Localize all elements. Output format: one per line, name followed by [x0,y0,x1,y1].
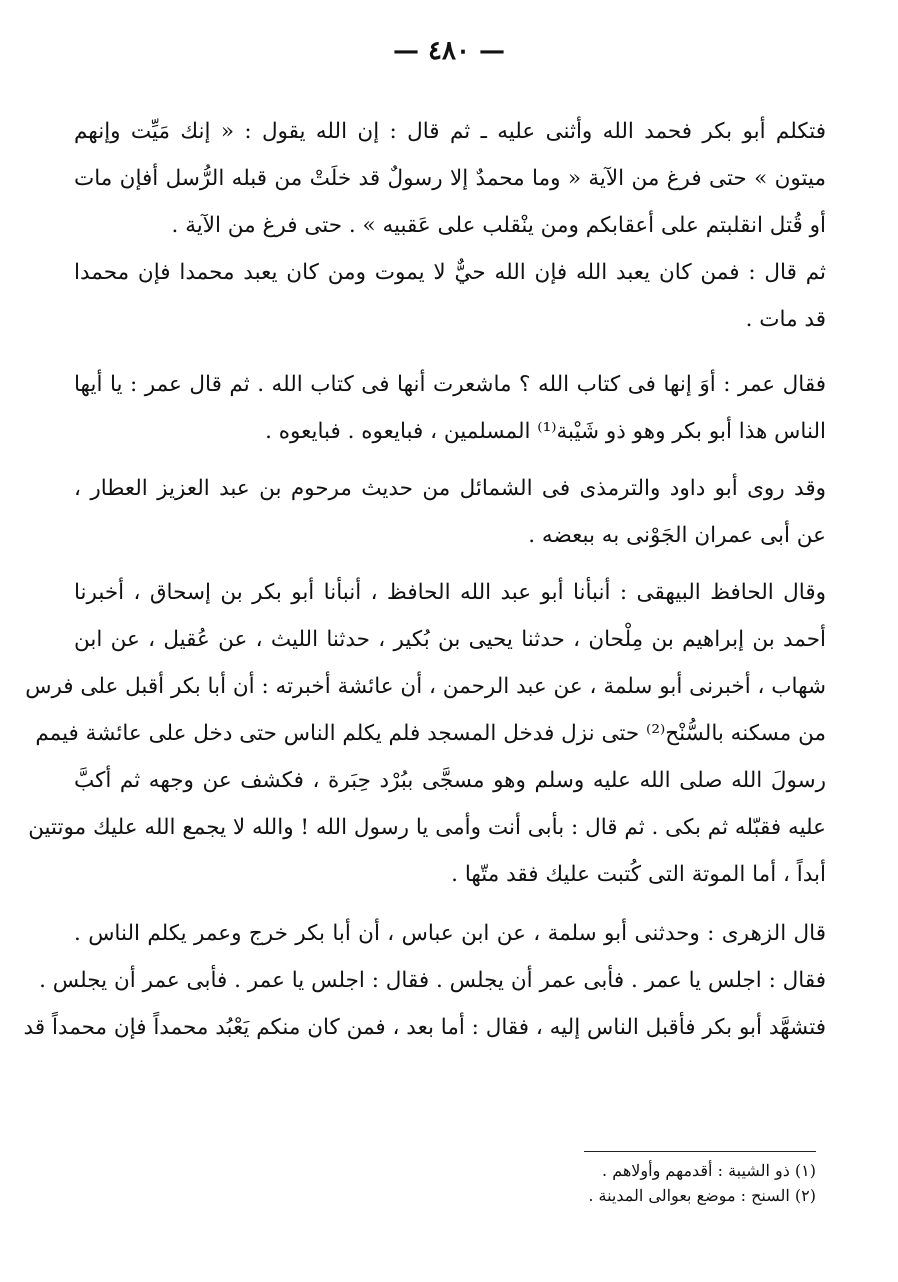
text-line: قال الزهرى : وحدثنى أبو سلمة ، عن ابن عباس ، أن أبا بكر خرج وعمر يكلم الناس . [74,921,826,946]
paragraph [74,249,826,343]
paragraph [25,569,826,898]
text-line: ثم قال : فمن كان يعبد الله فإن الله حيٌّ لا يموت ومن كان يعبد محمدا فإن محمدا [74,260,826,285]
text-line: أحمد بن إبراهيم بن مِلْحان ، حدثنا يحيى بن بُكير ، حدثنا الليث ، عن عُقيل ، عن ابن [74,627,826,652]
text-line: أو قُتل انقلبتم على أعقابكم ومن ينْقلب على عَقبيه » . حتى فرغ من الآية . [171,213,826,238]
text-line: عن أبى عمران الجَوْنى به ببعضه . [528,523,826,548]
text-line: رسولَ الله صلى الله عليه وسلم وهو مسجَّى ببُرْد حِبَرة ، فكشف عن وجهه ثم أكبَّ [74,768,826,793]
paragraph [74,465,826,559]
text-line: وقال الحافظ البيهقى : أنبأنا أبو عبد الله الحافظ ، أنبأنا أبو بكر بن إسحاق ، أخبرنا [74,580,826,605]
footnote-divider [584,1151,816,1152]
text-line: عليه فقبّله ثم بكى . ثم قال : بأبى أنت وأمى يا رسول الله ! والله لا يجمع الله عليك موتتين [28,815,826,840]
footnote: (١) ذو الشيبة : أقدمهم وأولاهم . [602,1161,816,1180]
text-line: شهاب ، أخبرنى أبو سلمة ، عن عبد الرحمن ، أن عائشة أخبرته : أن أبا بكر أقبل على فرس [25,674,826,699]
text-line: فقال : اجلس يا عمر . فأبى عمر أن يجلس . فقال : اجلس يا عمر . فأبى عمر أن يجلس . [39,968,826,993]
text-line: من مسكنه بالسُّنْح⁽²⁾ حتى نزل فدخل المسجد فلم يكلم الناس حتى دخل على عائشة فيمم [35,721,826,746]
text-line: فقال عمر : أوَ إنها فى كتاب الله ؟ ماشعرت أنها فى كتاب الله . ثم قال عمر : يا أيها [74,372,826,397]
paragraph [74,361,826,455]
paragraph [74,108,826,249]
paragraph [23,910,826,1051]
footnotes [296,1158,816,1208]
text-line: وقد روى أبو داود والترمذى فى الشمائل من حديث مرحوم بن عبد العزيز العطار ، [74,476,826,501]
main-text [23,108,826,1051]
text-line: ميتون » حتى فرغ من الآية « وما محمدٌ إلا رسولٌ قد خلَتْ من قبله الرُّسل أفإن مات [74,166,826,191]
text-line: الناس هذا أبو بكر وهو ذو شَيْبة⁽¹⁾ المسلمين ، فبايعوه . فبايعوه . [265,419,826,444]
text-line: فتكلم أبو بكر فحمد الله وأثنى عليه ـ ثم قال : إن الله يقول : « إنك مَيِّت وإنهم [74,119,826,144]
text-line: قد مات . [745,307,826,332]
text-line: فتشهَّد أبو بكر فأقبل الناس إليه ، فقال : أما بعد ، فمن كان منكم يَعْبُد محمداً فإن محمداً قد [23,1015,826,1040]
text-line: أبداً ، أما الموتة التى كُتبت عليك فقد متّها . [451,862,826,887]
footnote: (٢) السنح : موضع بعوالى المدينة . [588,1186,816,1205]
page-number: — ٤٨٠ — [392,36,506,66]
